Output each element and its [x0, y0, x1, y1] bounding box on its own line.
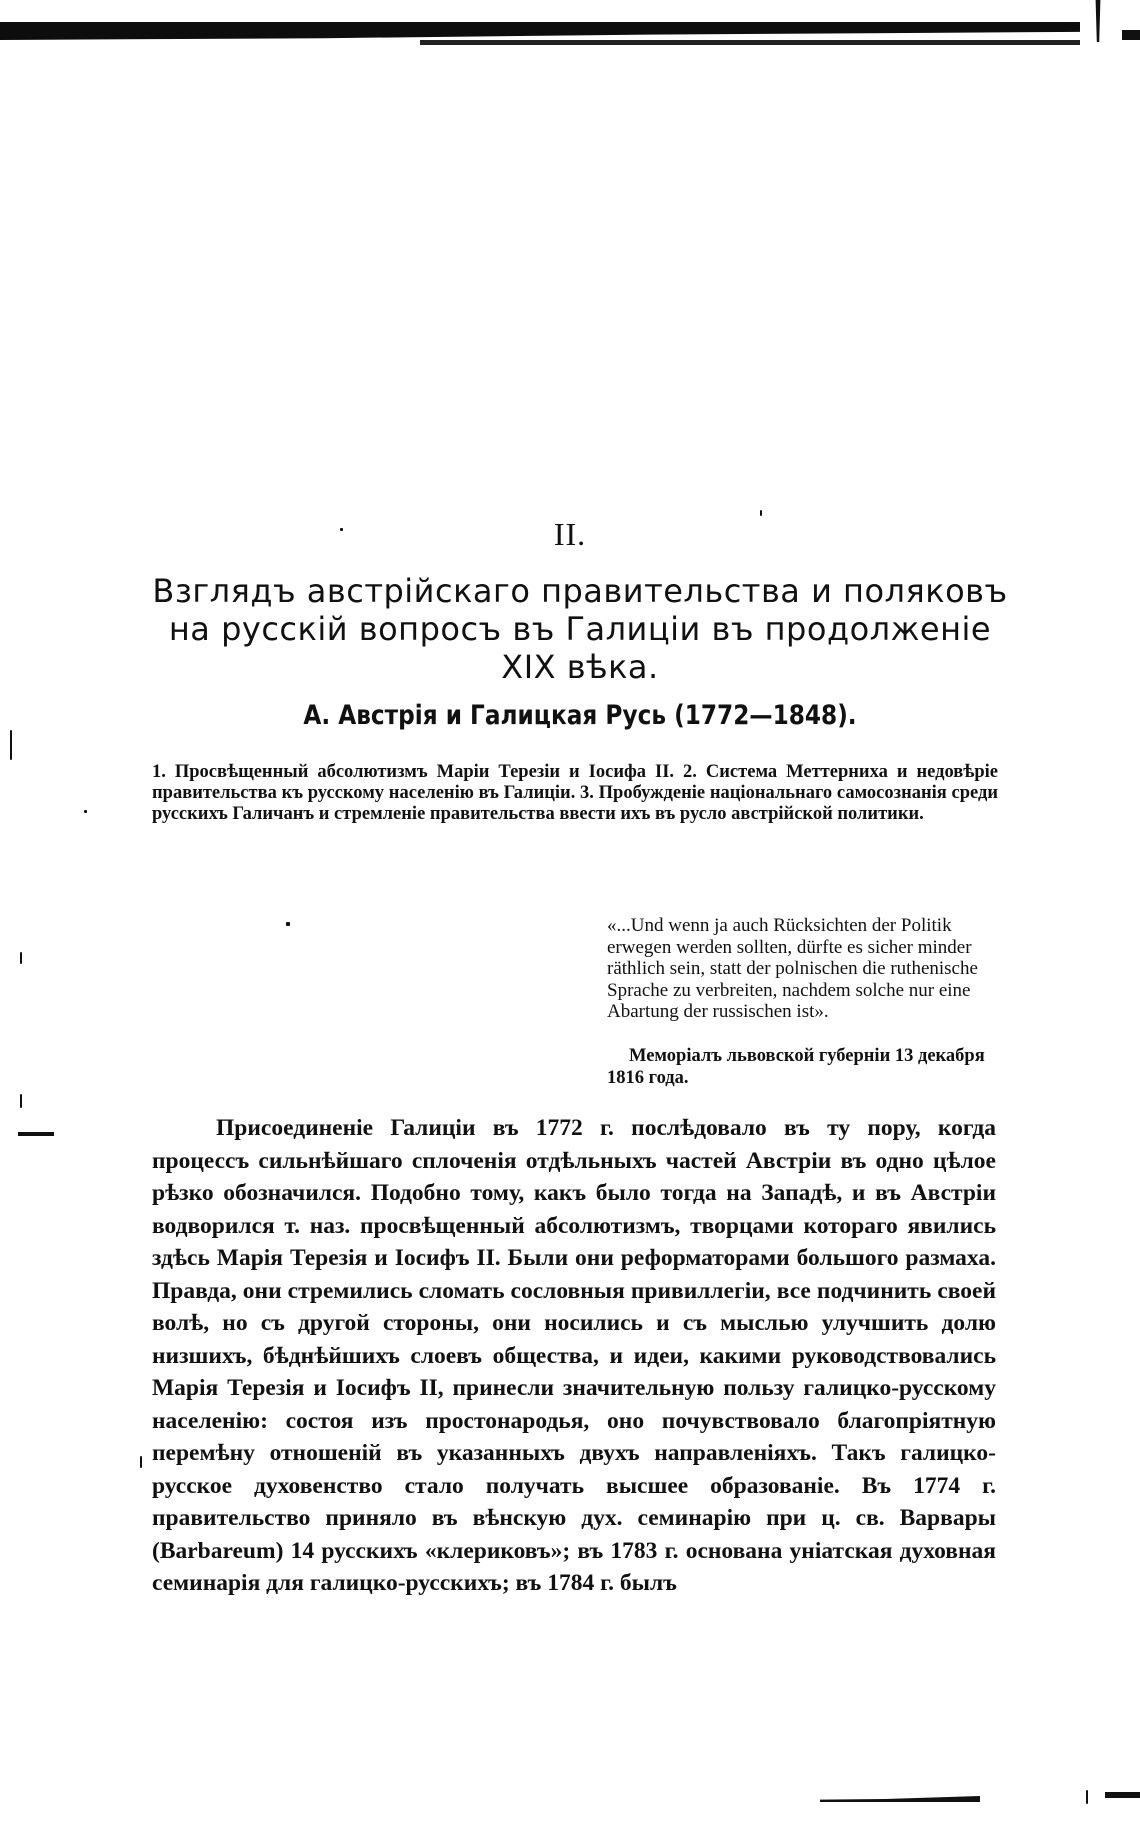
section-synopsis: 1. Просвѣщенный абсолютизмъ Маріи Терезіи и Іосифа II. 2. Система Меттерниха и недовѣріе правительства къ русскому населенію въ Галиціи. 3. Пробужденіе національнаго самосознанія среди русскихъ Галичанъ и стремленіе правительства ввести ихъ въ русло австрійской политики.: [152, 762, 998, 824]
chapter-title: [140, 572, 1020, 686]
chapter-title-line: XIX вѣка.: [501, 648, 659, 686]
body-paragraph: Присоединеніе Галиціи въ 1772 г. послѣдовало въ ту пору, когда процессъ сильнѣйшаго сплоченія отдѣльныхъ частей Австріи въ одно цѣлое рѣзко обозначился. Подобно тому, какъ было тогда на Западѣ, и въ Австріи водворился т. наз. просвѣщенный абсолютизмъ, творцами котораго явились здѣсь Марія Терезія и Іосифъ II. Были они реформаторами большого размаха. Правда, они стремились сломать сословныя привиллегіи, все подчинить своей волѣ, но съ другой стороны, они носились и съ мыслью улучшить долю низшихъ, бѣднѣйшихъ слоевъ общества, и идеи, какими руководствовались Марія Терезія и Іосифъ II, принесли значительную пользу галицко-русскому населенію: состоя изъ простонародья, оно почувствовало благопріятную перемѣну отношеній въ указанныхъ двухъ направленіяхъ. Такъ галицко-русское духовенство стало получать высшее образованіе. Въ 1774 г. правительство приняло въ вѣнскую дух. семинарію при ц. св. Варвары (Barbareum) 14 русскихъ «клериковъ»; въ 1783 г. основана уніатская духовная семинарія для галицко-русскихъ; въ 1784 г. былъ: [152, 1115, 996, 1596]
scan-margin-speck: [84, 810, 87, 813]
scan-margin-speck: [20, 952, 22, 964]
chapter-number: II.: [553, 516, 587, 552]
scan-margin-speck: [140, 1456, 142, 1468]
scan-margin-speck: [1086, 1790, 1088, 1804]
scan-bottom-edge: [1105, 1792, 1140, 1798]
epigraph-quote: «...Und wenn ja auch Rücksichten der Politik erwegen werden sollten, dürfte es sicher minder räthlich sein, statt der polnischen die ruthenische Sprache zu verbreiten, nachdem solche nur eine Abartung der russischen ist».: [607, 915, 978, 1022]
scan-margin-dash: [18, 1132, 54, 1136]
scan-top-border-line: [420, 40, 1080, 45]
body-text: [152, 1112, 996, 1600]
scan-page-speck: [286, 922, 290, 926]
section-heading: А. Австрія и Галицкая Русь (1772—1848).: [303, 700, 857, 731]
chapter-title-line: Взглядъ австрійскаго правительства и поляковъ: [152, 572, 1008, 610]
scan-margin-speck: [10, 730, 12, 760]
scan-corner-edge: [1122, 30, 1140, 40]
scan-bottom-mark: [820, 1796, 980, 1802]
chapter-title-line: на русскій вопросъ въ Галиціи въ продолженіе: [168, 610, 992, 648]
epigraph-source: Меморіалъ львовской губерніи 13 декабря 1816 года.: [607, 1046, 985, 1088]
scan-top-border: [0, 22, 1080, 40]
scan-margin-speck: [20, 1094, 22, 1108]
scan-corner-mark: [1092, 0, 1104, 42]
